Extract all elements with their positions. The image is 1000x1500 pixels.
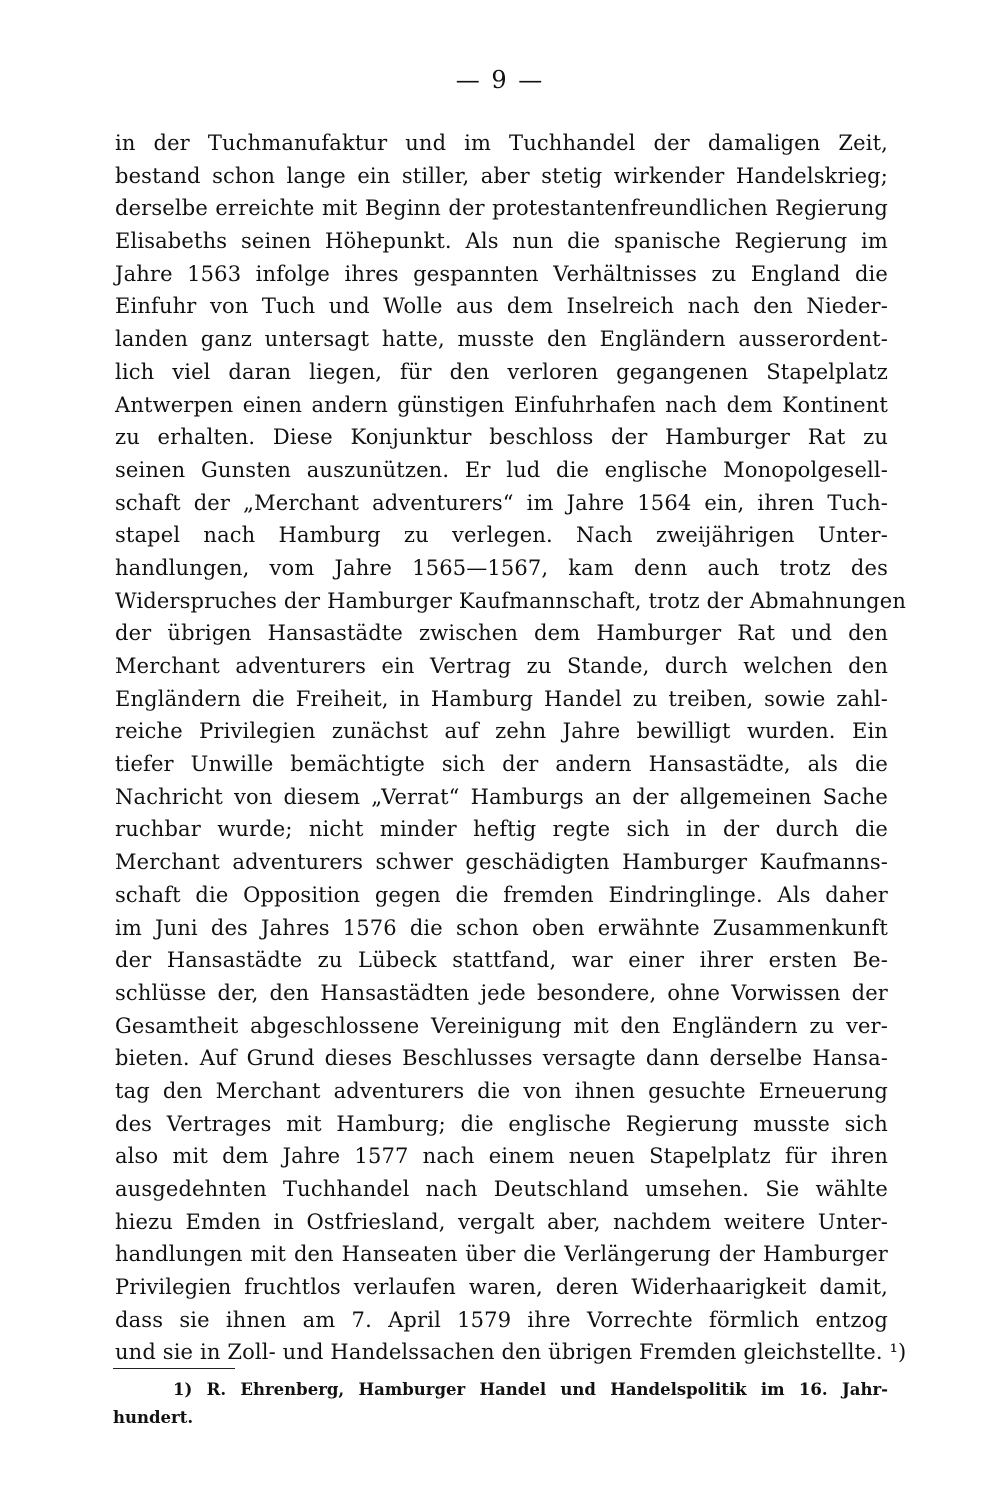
text-line: Jahre 1563 infolge ihres gespannten Verhältnisses zu England die [115,261,888,286]
text-line: stapel nach Hamburg zu verlegen. Nach zweijährigen Unter- [115,523,888,548]
footnote [113,1376,888,1432]
body-text [115,127,907,1369]
text-line: schlüsse der, den Hansastädten jede besondere, ohne Vorwissen der [115,980,888,1005]
text-line: schaft die Opposition gegen die fremden Eindringlinge. Als daher [115,882,888,907]
text-line: Merchant adventurers schwer geschädigten Hamburger Kaufmanns- [115,850,888,875]
text-line: hiezu Emden in Ostfriesland, vergalt aber, nachdem weitere Unter- [115,1209,888,1234]
text-line: Nachricht von diesem „Verrat“ Hamburgs an der allgemeinen Sache [115,784,888,809]
text-line: bestand schon lange ein stiller, aber stetig wirkender Handelskrieg; [115,163,888,188]
text-line: reiche Privilegien zunächst auf zehn Jahre bewilligt wurden. Ein [115,719,888,744]
text-line: Elisabeths seinen Höhepunkt. Als nun die spanische Regierung im [115,229,888,254]
text-line: im Juni des Jahres 1576 die schon oben erwähnte Zusammenkunft [115,915,888,940]
text-line: in der Tuchmanufaktur und im Tuchhandel der damaligen Zeit, [115,131,888,155]
text-line: landen ganz untersagt hatte, musste den Engländern ausserordent- [115,327,888,352]
text-line: Merchant adventurers ein Vertrag zu Stande, durch welchen den [115,654,888,678]
footnote-line: 1) R. Ehrenberg, Hamburger Handel und Handelspolitik im 16. Jahr- [173,1380,888,1399]
text-line: tag den Merchant adventurers die von ihnen gesuchte Erneuerung [115,1078,888,1103]
text-line: tiefer Unwille bemächtigte sich der andern Hansastädte, als die [115,752,888,777]
text-line: Antwerpen einen andern günstigen Einfuhrhafen nach dem Kontinent [115,392,888,417]
text-line: des Vertrages mit Hamburg; die englische Regierung musste sich [115,1111,888,1136]
text-line: ausgedehnten Tuchhandel nach Deutschland umsehen. Sie wählte [115,1177,888,1201]
text-line: und sie in Zoll- und Handelssachen den übrigen Fremden gleichstellte. ¹) [115,1340,907,1365]
text-line: lich viel daran liegen, für den verloren gegangenen Stapelplatz [115,359,888,384]
text-line: ruchbar wurde; nicht minder heftig regte sich in der durch die [115,817,888,842]
text-line: Engländern die Freiheit, in Hamburg Handel zu treiben, sowie zahl- [115,686,888,711]
text-line: der übrigen Hansastädte zwischen dem Hamburger Rat und den [115,621,888,646]
text-line: schaft der „Merchant adventurers“ im Jahre 1564 ein, ihren Tuch- [115,490,888,515]
text-line: derselbe erreichte mit Beginn der protestantenfreundlichen Regierung [115,196,888,221]
text-line: handlungen, vom Jahre 1565—1567, kam denn auch trotz des [115,555,888,580]
text-line: zu erhalten. Diese Konjunktur beschloss der Hamburger Rat zu [115,425,888,450]
text-line: dass sie ihnen am 7. April 1579 ihre Vorrechte förmlich entzog [115,1307,888,1332]
footnote-divider [113,1368,235,1369]
text-line: bieten. Auf Grund dieses Beschlusses versagte dann derselbe Hansa- [115,1046,888,1071]
text-line: also mit dem Jahre 1577 nach einem neuen Stapelplatz für ihren [115,1144,888,1169]
text-line: der Hansastädte zu Lübeck stattfand, war einer ihrer ersten Be- [115,948,888,973]
text-line: Gesamtheit abgeschlossene Vereinigung mit den Engländern zu ver- [115,1013,888,1038]
text-line: Privilegien fruchtlos verlaufen waren, deren Widerhaarigkeit damit, [115,1275,888,1300]
text-line: handlungen mit den Hanseaten über die Verlängerung der Hamburger [115,1242,888,1267]
text-line: Einfuhr von Tuch und Wolle aus dem Inselreich nach den Nieder- [115,294,888,319]
footnote-line: hundert. [113,1408,194,1427]
page-number: — 9 — [455,66,545,94]
text-line: seinen Gunsten auszunützen. Er lud die englische Monopolgesell- [115,457,888,482]
text-line: Widerspruches der Hamburger Kaufmannschaft, trotz der Abmahnungen [115,588,907,613]
